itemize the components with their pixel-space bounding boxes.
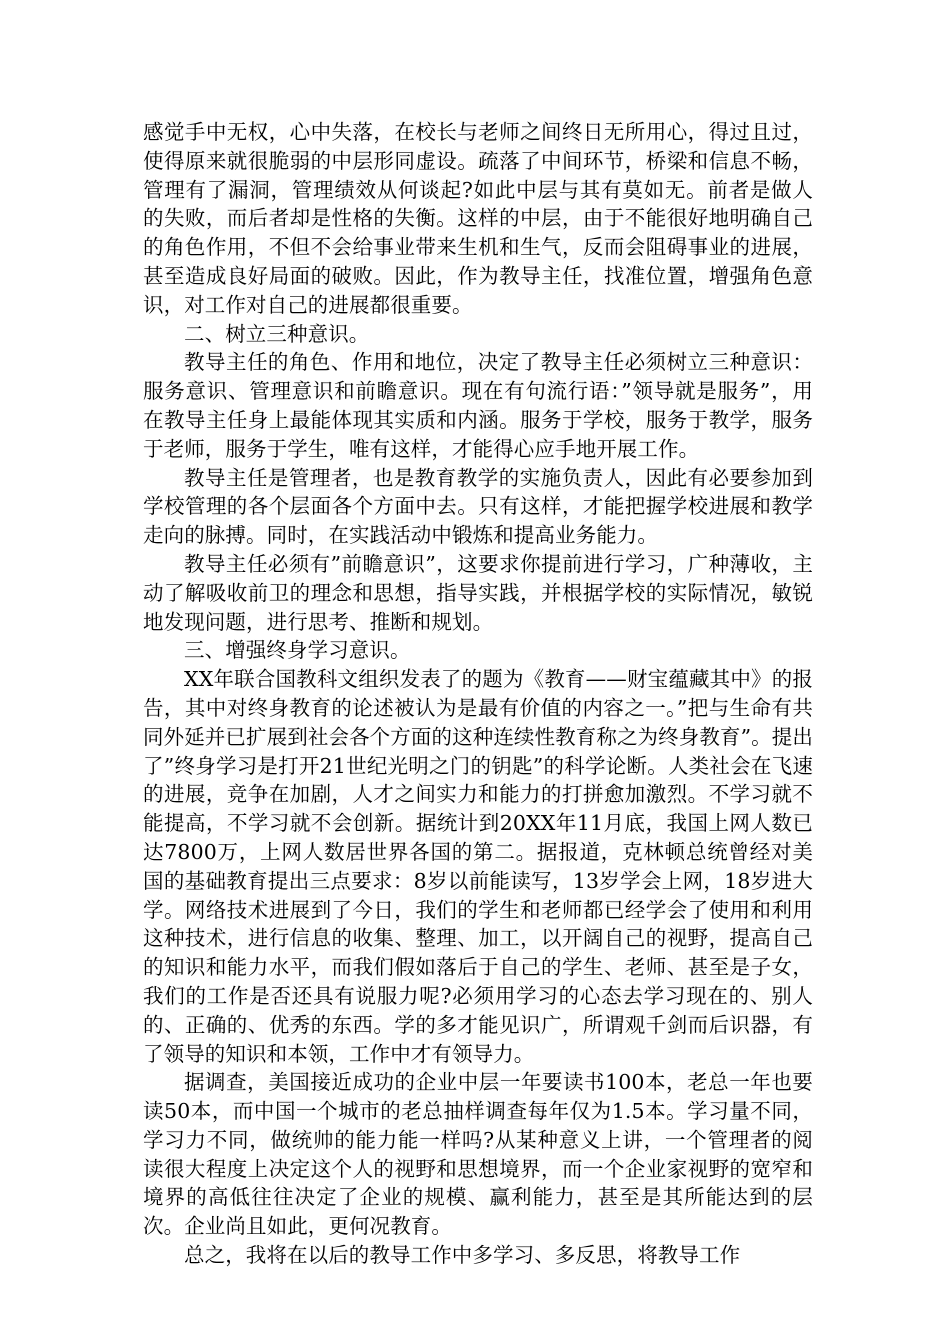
paragraph-conclusion: 总之，我将在以后的教导工作中多学习、多反思，将教导工作: [184, 1243, 741, 1268]
paragraph-three-awareness: 教导主任的角色、作用和地位，决定了教导主任必须树立三种意识：服务意识、管理意识和前瞻意识。现在有句流行语：”领导就是服务”，用在教导主任身上最能体现其实质和内涵。服务于学校，服务于教学，服务于老师，服务于学生，唯有这样，才能得心应手地开展工作。: [143, 350, 813, 461]
paragraph-management: 教导主任是管理者，也是教育教学的实施负责人，因此有必要参加到学校管理的各个层面各个方面中去。只有这样，才能把握学校进展和教学走向的脉搏。同时，在实践活动中锻炼和提高业务能力。: [143, 465, 813, 548]
paragraph-role-continuation: 感觉手中无权，心中失落，在校长与老师之间终日无所用心，得过且过，使得原来就很脆弱的中层形同虚设。疏落了中间环节，桥梁和信息不畅，管理有了漏洞，管理绩效从何谈起?如此中层与其有莫如无。前者是做人的失败，而后者却是性格的失衡。这样的中层，由于不能很好地明确自己的角色作用，不但不会给事业带来生机和生气，反而会阻碍事业的进展，甚至造成良好局面的破败。因此，作为教导主任，找准位置，增强角色意识，对工作对自己的进展都很重要。: [143, 120, 813, 317]
paragraph-foresight: 教导主任必须有”前瞻意识”，这要求你提前进行学习，广种薄收，主动了解吸收前卫的理念和思想，指导实践，并根据学校的实际情况，敏锐地发现问题，进行思考、推断和规划。: [143, 551, 813, 634]
paragraph-reading-survey: 据调查，美国接近成功的企业中层一年要读书100本，老总一年也要读50本，而中国一个城市的老总抽样调查每年仅为1.5本。学习量不同，学习力不同，做统帅的能力能一样吗?从某种意义上讲，一个管理者的阅读很大程度上决定这个人的视野和思想境界，而一个企业家视野的宽窄和境界的高低往往决定了企业的规模、赢利能力，甚至是其所能达到的层次。企业尚且如此，更何况教育。: [143, 1070, 813, 1239]
document-body: [143, 118, 813, 1270]
section-heading-three-awareness: 二、树立三种意识。: [184, 321, 370, 346]
section-heading-lifelong-learning: 三、增强终身学习意识。: [184, 638, 411, 663]
paragraph-lifelong-learning: XX年联合国教科文组织发表了的题为《教育——财宝蕴藏其中》的报告，其中对终身教育的论述被认为是最有价值的内容之一。”把与生命有共同外延并已扩展到社会各个方面的这种连续性教育称之为终身教育”。提出了”终身学习是打开21世纪光明之门的钥匙”的科学论断。人类社会在飞速的进展，竞争在加剧，人才之间实力和能力的打拼愈加激烈。不学习就不能提高，不学习就不会创新。据统计到20XX年11月底，我国上网人数已达7800万，上网人数居世界各国的第二。据报道，克林顿总统曾经对美国的基础教育提出三点要求：8岁以前能读写，13岁学会上网，18岁进大学。网络技术进展到了今日，我们的学生和老师都已经学会了使用和利用这种技术，进行信息的收集、整理、加工，以开阔自己的视野，提高自己的知识和能力水平，而我们假如落后于自己的学生、老师、甚至是子女，我们的工作是否还具有说服力呢?必须用学习的心态去学习现在的、别人的、正确的、优秀的东西。学的多才能见识广，所谓观千剑而后识器，有了领导的知识和本领，工作中才有领导力。: [143, 667, 813, 1066]
